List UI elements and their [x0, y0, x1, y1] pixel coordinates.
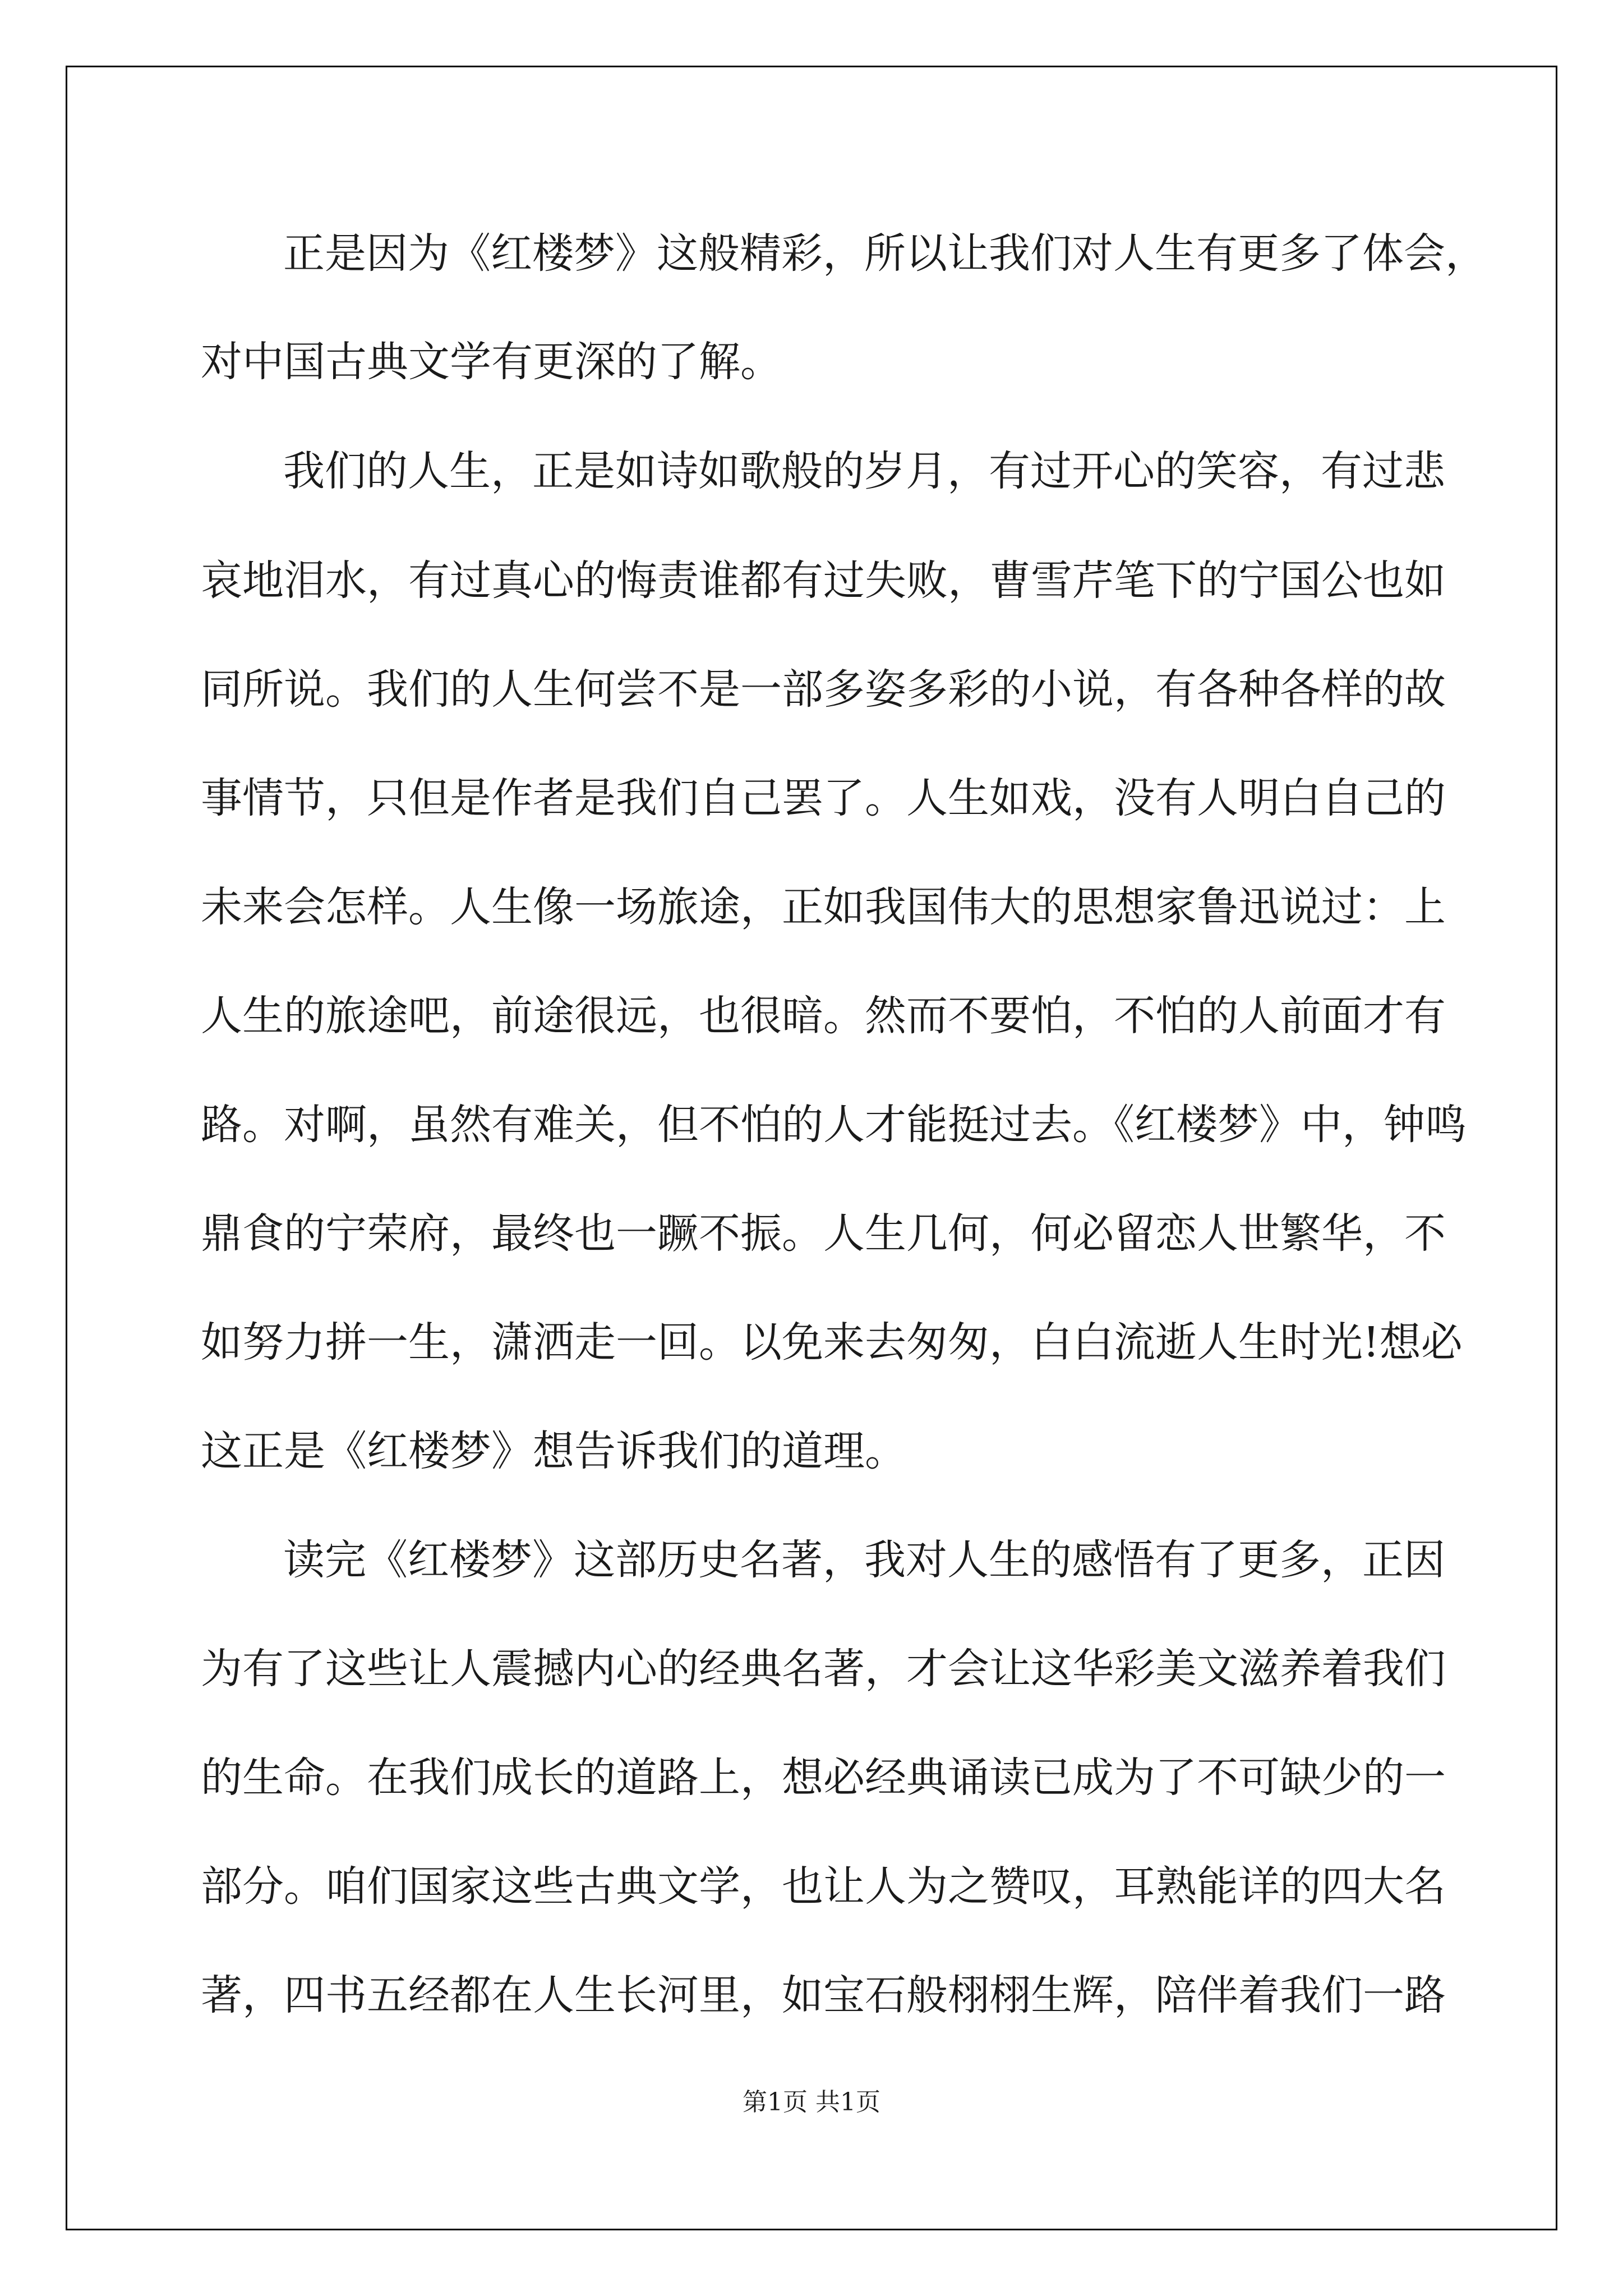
text-line: 人生的旅途吧，前途很远，也很暗。然而不要怕，不怕的人前面才有 [201, 992, 1446, 1040]
text-line: 鼎食的宁荣府，最终也一蹶不振。人生几何，何必留恋人世繁华，不 [201, 1209, 1446, 1258]
text-line: 为有了这些让人震撼内心的经典名著，才会让这华彩美文滋养着我们 [201, 1645, 1446, 1693]
text-line: 同所说。我们的人生何尝不是一部多姿多彩的小说，有各种各样的故 [201, 665, 1446, 714]
text-line: 未来会怎样。人生像一场旅途，正如我国伟大的思想家鲁迅说过：上 [201, 883, 1446, 931]
text-line: 如努力拼一生，潇洒走一回。以免来去匆匆，白白流逝人生时光!想必 [201, 1318, 1463, 1366]
text-line: 正是因为《红楼梦》这般精彩，所以让我们对人生有更多了体会， [283, 229, 1487, 278]
text-line: 我们的人生，正是如诗如歌般的岁月，有过开心的笑容，有过悲 [283, 447, 1445, 495]
text-line: 部分。咱们国家这些古典文学，也让人为之赞叹，耳熟能详的四大名 [201, 1862, 1446, 1911]
text-line: 读完《红楼梦》这部历史名著，我对人生的感悟有了更多，正因 [283, 1536, 1445, 1584]
text-line: 的生命。在我们成长的道路上，想必经典诵读已成为了不可缺少的一 [201, 1754, 1446, 1802]
text-line: 哀地泪水，有过真心的悔责谁都有过失败，曹雪芹笔下的宁国公也如 [201, 556, 1446, 605]
page-footer: 第1页 共1页 [743, 2088, 880, 2116]
text-line: 著，四书五经都在人生长河里，如宝石般栩栩生辉，陪伴着我们一路 [201, 1971, 1446, 2019]
text-line: 这正是《红楼梦》想告诉我们的道理。 [201, 1427, 906, 1475]
text-line: 路。对啊，虽然有难关，但不怕的人才能挺过去。《红楼梦》中，钟鸣 [201, 1101, 1467, 1149]
text-line: 事情节，只但是作者是我们自己罢了。人生如戏，没有人明白自己的 [201, 774, 1446, 822]
text-line: 对中国古典文学有更深的了解。 [201, 338, 782, 386]
